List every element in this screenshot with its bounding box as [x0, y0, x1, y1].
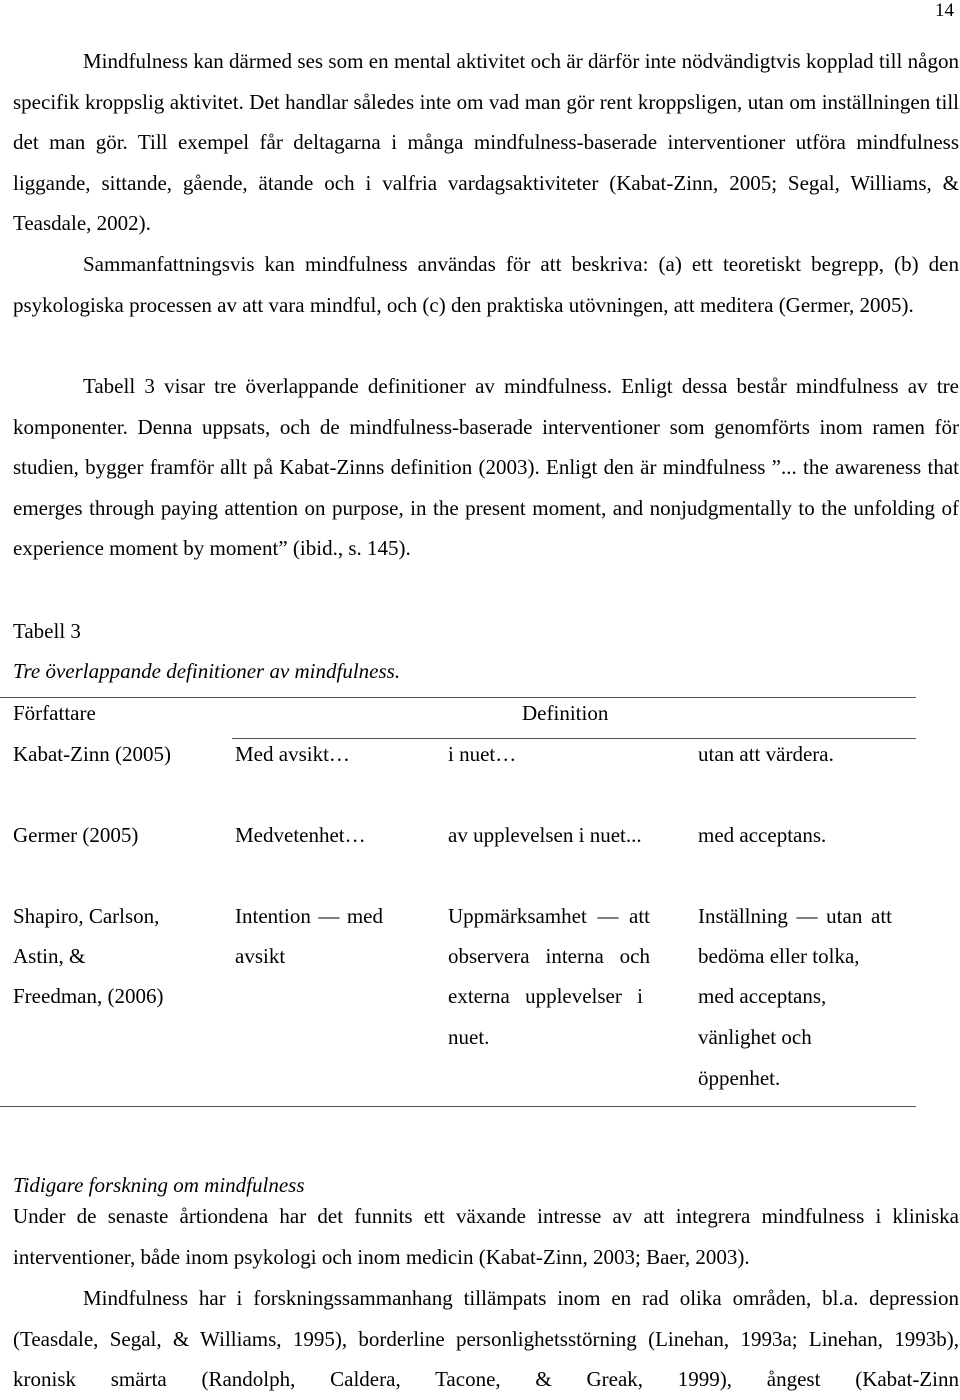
row2-author: Germer (2005): [13, 823, 139, 847]
body-paragraph-4: [13, 1196, 959, 1277]
row3-author-line: Astin, &: [13, 944, 86, 968]
table-bottom-rule: [0, 1106, 916, 1107]
body-paragraph-5-text: Mindfulness har i forskningssammanhang tillämpats inom en rad olika områden, bl.a. depression (Teasdale, Segal, & Williams, 1995), borderline personlighetsstörning (Linehan, 1993a; Linehan, 1993b), kronisk smärta (Randolph, Caldera, Tacone, & Greak, 1999), ångest (Kabat-Zinn: [13, 1286, 959, 1391]
body-paragraph-1: [13, 41, 959, 244]
row2-col2: av upplevelsen i nuet...: [448, 823, 642, 847]
row1-col3: utan att värdera.: [698, 742, 834, 766]
row1-col2: i nuet…: [448, 742, 517, 766]
row3-col3-line: Inställning — utan att: [698, 904, 892, 928]
row2-col3: med acceptans.: [698, 823, 827, 847]
row3-col1-line: avsikt: [235, 944, 286, 968]
row1-author: Kabat-Zinn (2005): [13, 742, 172, 766]
table-top-rule: [0, 697, 916, 698]
body-paragraph-5: [13, 1278, 959, 1400]
row3-col3-line: bedöma eller tolka,: [698, 944, 860, 968]
row3-col3-line: vänlighet och: [698, 1025, 812, 1049]
row3-author-line: Shapiro, Carlson,: [13, 904, 160, 928]
table-header-definition: Definition: [522, 701, 609, 725]
table-title: Tre överlappande definitioner av mindfulness.: [13, 659, 401, 683]
table-header-author: Författare: [13, 701, 96, 725]
row2-col1: Medvetenhet…: [235, 823, 366, 847]
section-heading: Tidigare forskning om mindfulness: [13, 1173, 305, 1197]
body-paragraph-2-text: Sammanfattningsvis kan mindfulness användas för att beskriva: (a) ett teoretiskt begrepp, (b) den psykologiska processen av att vara mindful, och (c) den praktiska utövningen, att meditera (Germer, 2005).: [13, 252, 959, 317]
row3-col1-line: Intention — med: [235, 904, 383, 928]
table-label: Tabell 3: [13, 619, 81, 643]
row3-col2-line: externa upplevelser i: [448, 984, 643, 1008]
body-paragraph-1-text: Mindfulness kan därmed ses som en mental aktivitet och är därför inte nödvändigtvis kopplad till någon specifik kroppslig aktivitet. Det handlar således inte om vad man gör rent kroppsligen, utan om inställningen till det man gör. Till exempel får deltagarna i många mindfulness-baserade interventioner utföra mindfulness liggande, sittande, gående, ätande och i valfria vardagsaktiviteter (Kabat-Zinn, 2005; Segal, Williams, & Teasdale, 2002).: [13, 49, 959, 235]
row1-col1: Med avsikt…: [235, 742, 350, 766]
body-paragraph-3: [13, 366, 959, 569]
body-paragraph-2: [13, 244, 959, 325]
body-paragraph-4-text: Under de senaste årtiondena har det funnits ett växande intresse av att integrera mindfulness i kliniska interventioner, både inom psykologi och inom medicin (Kabat-Zinn, 2003; Baer, 2003).: [13, 1204, 959, 1269]
row3-col3-line: öppenhet.: [698, 1066, 781, 1090]
row3-col3-line: med acceptans,: [698, 984, 827, 1008]
row3-col2-line: nuet.: [448, 1025, 490, 1049]
row3-author-line: Freedman, (2006): [13, 984, 164, 1008]
body-paragraph-3-text: Tabell 3 visar tre överlappande definitioner av mindfulness. Enligt dessa består mindfulness av tre komponenter. Denna uppsats, och de mindfulness-baserade interventioner som genomförts inom ramen för studien, bygger framför allt på Kabat-Zinns definition (2003). Enligt den är mindfulness ”... the awareness that emerges through paying attention on purpose, in the present moment, and nonjudgmentally to the unfolding of experience moment by moment” (ibid., s. 145).: [13, 374, 959, 560]
row3-col2-line: observera interna och: [448, 944, 650, 968]
row3-col2-line: Uppmärksamhet — att: [448, 904, 650, 928]
page-number: 14: [935, 0, 954, 21]
